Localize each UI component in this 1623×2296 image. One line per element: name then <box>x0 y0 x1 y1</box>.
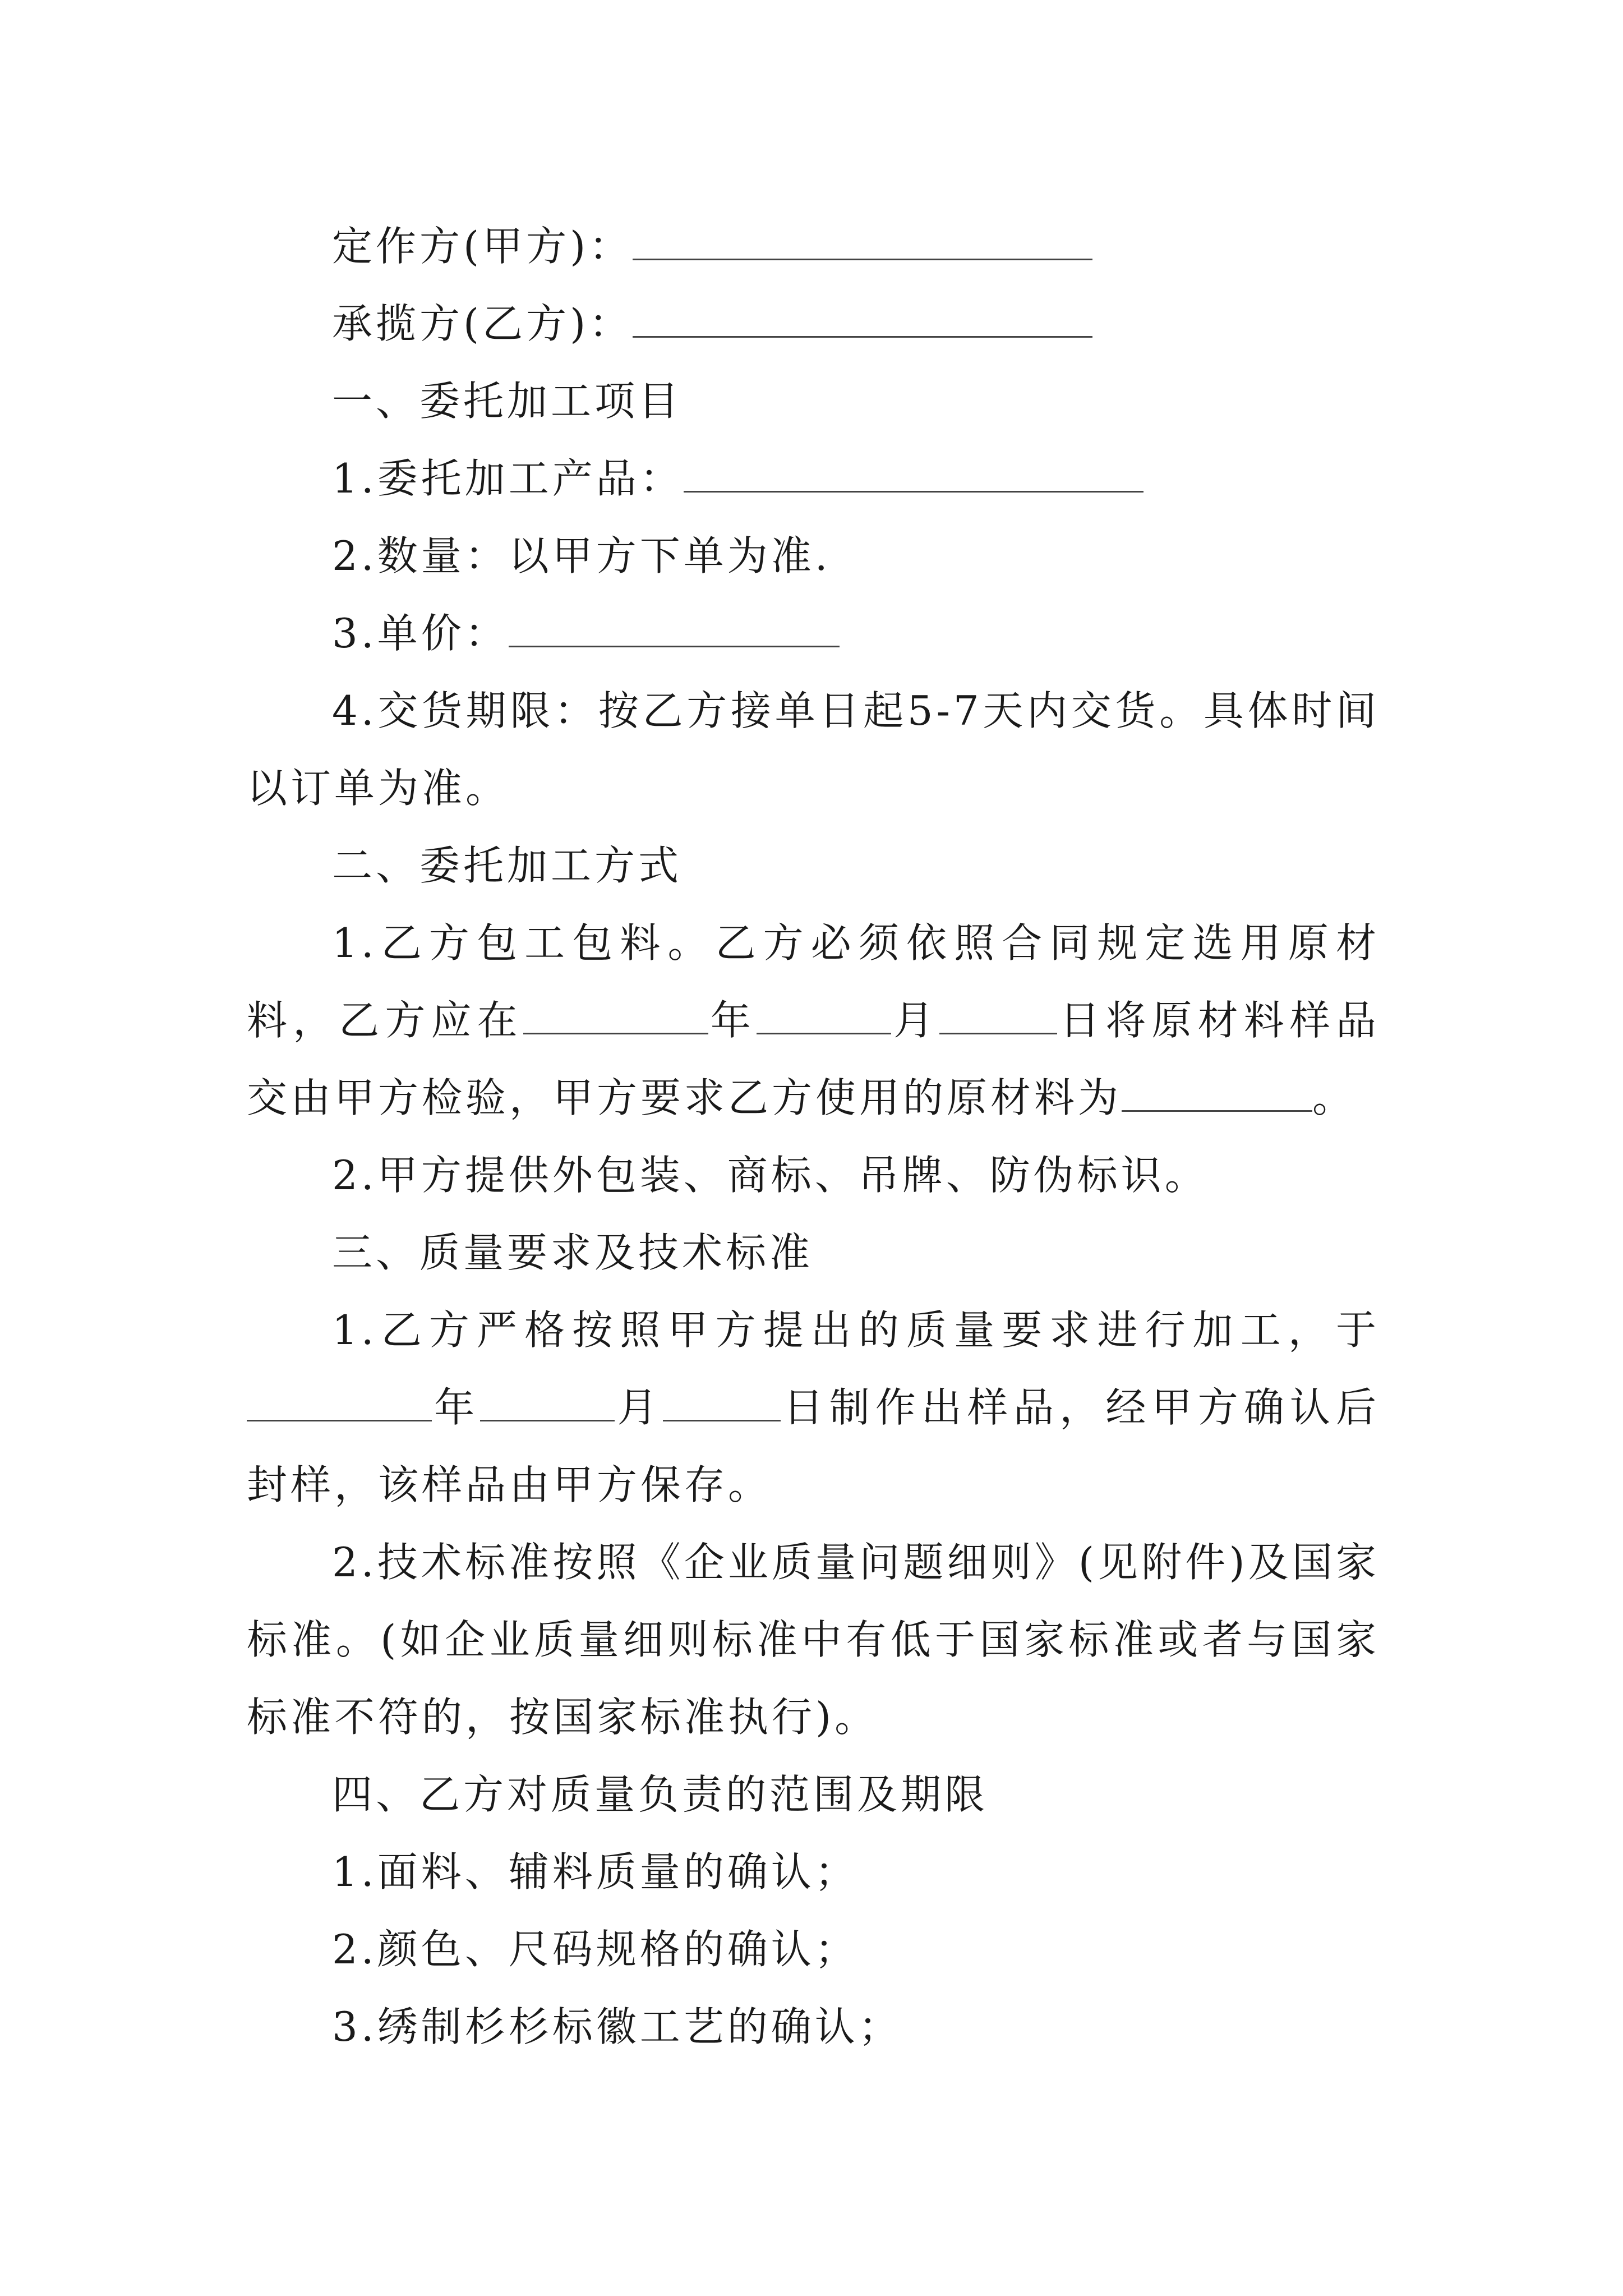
month-label: 月 <box>615 1384 663 1431</box>
processing-text-end: 。 <box>1312 1074 1357 1121</box>
party-a-label: 定作方(甲方)： <box>332 223 633 270</box>
sample-day-blank[interactable] <box>939 997 1057 1034</box>
party-b-line <box>247 285 1380 362</box>
product-blank[interactable] <box>684 455 1144 493</box>
packaging-line: 2.甲方提供外包装、商标、吊牌、防伪标识。 <box>332 1152 1209 1199</box>
section-1-title: 一、委托加工项目 <box>332 378 683 425</box>
contract-body <box>247 208 1380 2065</box>
quality-requirement-line <box>247 1291 1380 1524</box>
product-label: 1.委托加工产品： <box>332 455 684 502</box>
month-label: 月 <box>891 997 940 1044</box>
embroidery-confirm-line: 3.绣制杉杉标徽工艺的确认； <box>332 2003 902 2050</box>
party-b-blank[interactable] <box>633 300 1092 338</box>
quality-month-blank[interactable] <box>480 1384 615 1421</box>
quality-text-b: 日制作出样品，经甲方确认后封样，该样品由甲方保存。 <box>247 1384 1380 1508</box>
section-2-title: 二、委托加工方式 <box>332 842 683 889</box>
processing-method-line <box>247 904 1380 1137</box>
color-size-confirm-line: 2.颜色、尺码规格的确认； <box>332 1926 859 1973</box>
party-b-label: 承揽方(乙方)： <box>332 300 633 347</box>
processing-text-b: 日将原材料样品交由甲方检验，甲方要求乙方使用的原材料为 <box>247 997 1380 1121</box>
price-label: 3.单价： <box>332 610 509 657</box>
section-3-title: 三、质量要求及技术标准 <box>332 1229 814 1276</box>
section-4-title: 四、乙方对质量负责的范围及期限 <box>332 1771 989 1818</box>
product-line <box>247 440 1380 517</box>
delivery-line: 4.交货期限：按乙方接单日起5-7天内交货。具体时间以订单为准。 <box>247 687 1380 812</box>
quality-day-blank[interactable] <box>663 1384 781 1421</box>
year-label: 年 <box>708 997 757 1044</box>
year-label: 年 <box>432 1384 481 1431</box>
quality-text-a: 1.乙方严格按照甲方提出的质量要求进行加工，于 <box>332 1306 1380 1354</box>
processing-text-a: 1.乙方包工包料。乙方必须依照合同规定选用原材料，乙方应在 <box>247 919 1380 1044</box>
fabric-confirm-line: 1.面料、辅料质量的确认； <box>332 1848 859 1895</box>
price-blank[interactable] <box>509 610 840 647</box>
party-a-blank[interactable] <box>633 223 1092 260</box>
technical-standard-line: 2.技术标准按照《企业质量问题细则》(见附件)及国家标准。(如企业质量细则标准中有低于国家标准或者与国家标准不符的，按国家标准执行)。 <box>247 1539 1380 1741</box>
party-a-line <box>247 208 1380 285</box>
material-blank[interactable] <box>1122 1074 1312 1112</box>
quality-year-blank[interactable] <box>247 1384 432 1421</box>
sample-year-blank[interactable] <box>523 997 708 1034</box>
quantity-line: 2.数量：以甲方下单为准. <box>332 532 831 579</box>
price-line <box>247 595 1380 672</box>
sample-month-blank[interactable] <box>757 997 891 1034</box>
